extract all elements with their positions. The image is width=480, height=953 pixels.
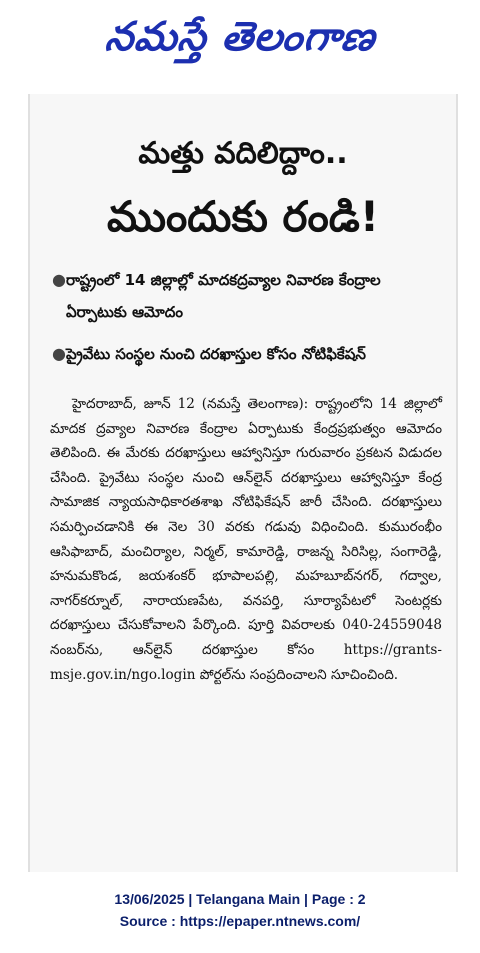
source-link[interactable]: Source : https://epaper.ntnews.com/ — [119, 913, 361, 929]
newspaper-logo-title: నమస్తే తెలంగాణ — [103, 14, 378, 60]
edition-info: 13/06/2025 | Telangana Main | Page : 2 — [114, 891, 366, 907]
highlight-bullets — [52, 264, 432, 380]
headline-line1: మత్తు వదిలిద్దాం.. — [138, 136, 348, 171]
bullet-item — [52, 338, 432, 370]
bullet-item — [52, 264, 432, 328]
article-paragraph: హైదరాబాద్, జూన్ 12 (నమస్తే తెలంగాణ): రాష్ట్రంలోని 14 జిల్లాలో మాదక ద్రవ్యాల నివారణ కేంద్రాల ఏర్పాటుకు కేంద్రప్రభుత్వం ఆమోదం తెలిపింది. ఈ మేరకు దరఖాస్తులు ఆహ్వానిస్తూ గురువారం ప్రకటన విడుదల చేసింది. ప్రైవేటు సంస్థల నుంచి ఆన్‌లైన్ దరఖాస్తులు ఆహ్వానిస్తూ కేంద్ర సామాజిక న్యాయసాధికారతశాఖ నోటిఫికేషన్ జారీ చేసింది. దరఖాస్తులు సమర్పించడానికి ఈ నెల 30 వరకు గడువు విధించింది. కుమురంభీం ఆసిఫాబాద్, మంచిర్యాల, నిర్మల్, కామారెడ్డి, రాజన్న సిరిసిల్ల, సంగారెడ్డి, హనుమకొండ, జయశంకర్ భూపాలపల్లి, మహబూబ్‌నగర్, గద్వాల, నాగర్‌కర్నూల్, నారాయణపేట, వనపర్తి, సూర్యాపేటలో సెంటర్లకు దరఖాస్తులు చేసుకోవాలని పేర్కొంది. పూర్తి వివరాలకు 040-24559048 నంబర్‌ను, ఆన్‌లైన్ దరఖాస్తుల కోసం https://grants-msje.gov.in/ngo.login పోర్టల్‌ను సంప్రదించాలని సూచించింది. — [50, 396, 442, 683]
masthead — [0, 0, 480, 84]
bullet-dot-icon: ● — [52, 270, 66, 289]
headline-line2: ముందుకు రండి! — [107, 192, 379, 241]
bullet-dot-icon: ● — [52, 344, 66, 363]
article-clipping — [28, 94, 458, 872]
bullet-text: ప్రైవేటు సంస్థల నుంచి దరఖాస్తుల కోసం నోటిఫికేషన్ — [66, 345, 366, 363]
bullet-text: రాష్ట్రంలో 14 జిల్లాల్లో మాదకద్రవ్యాల నివారణ కేంద్రాల ఏర్పాటుకు ఆమోదం — [65, 271, 381, 321]
article-body — [50, 392, 442, 687]
clipping-footer — [0, 888, 480, 932]
